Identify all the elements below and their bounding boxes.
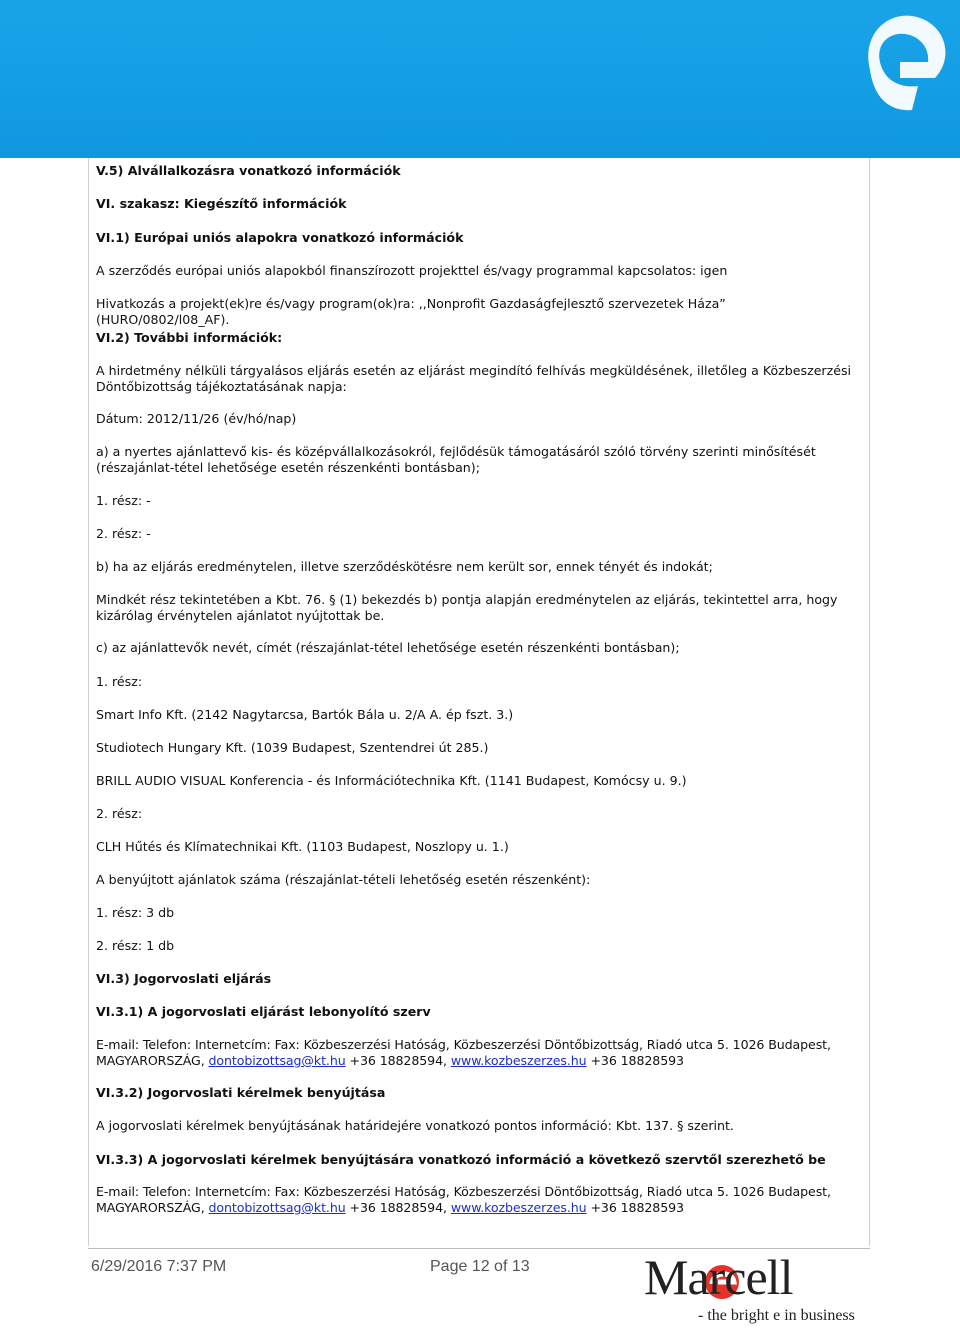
footer-page-number: Page 12 of 13 bbox=[430, 1258, 530, 1275]
contact-block-1 bbox=[96, 1037, 861, 1069]
part2-dash: 2. rész: - bbox=[96, 526, 151, 541]
email-link[interactable]: dontobizottsag@kt.hu bbox=[208, 1200, 346, 1215]
contact-line1: E-mail: Telefon: Internetcím: Fax: Közbeszerzési Hatóság, Közbeszerzési Döntőbizottság, Riadó utca 5. 1026 Budapest, bbox=[96, 1037, 831, 1052]
notice-date-text: A hirdetmény nélküli tárgyalásos eljárás esetén az eljárást megindító felhívás megküldésének, illetőleg a Közbeszerzési Döntőbizottság tájékoztatásának napja: bbox=[96, 363, 852, 394]
part2-count: 2. rész: 1 db bbox=[96, 938, 175, 953]
footer-brand-tagline: - the bright e in business bbox=[698, 1307, 855, 1324]
contact-line1: E-mail: Telefon: Internetcím: Fax: Közbeszerzési Hatóság, Közbeszerzési Döntőbizottság, Riadó utca 5. 1026 Budapest, bbox=[96, 1184, 831, 1199]
web-link[interactable]: www.kozbeszerzes.hu bbox=[450, 1053, 587, 1068]
contact-country: MAGYARORSZÁG, bbox=[96, 1200, 205, 1215]
email-link[interactable]: dontobizottsag@kt.hu bbox=[208, 1053, 346, 1068]
heading-vi3: VI.3) Jogorvoslati eljárás bbox=[96, 971, 272, 986]
heading-vi1: VI.1) Európai uniós alapokra vonatkozó információk bbox=[96, 230, 464, 245]
heading-vi33: VI.3.3) A jogorvoslati kérelmek benyújtására vonatkozó információ a következő szervtől szerezhető be bbox=[96, 1152, 826, 1167]
item-a: a) a nyertes ajánlattevő kis- és középvállalkozásokról, fejlődésük támogatásáról szóló törvény szerinti minősítését (részajánlat-tétel lehetősége esetén részenkénti bontásban); bbox=[96, 444, 816, 475]
bidder-clh: CLH Hűtés és Klímatechnikai Kft. (1103 Budapest, Noszlopy u. 1.) bbox=[96, 839, 509, 854]
part2-label: 2. rész: bbox=[96, 806, 143, 821]
date-line: Dátum: 2012/11/26 (év/hó/nap) bbox=[96, 411, 297, 426]
header-band bbox=[0, 0, 960, 158]
contact-country: MAGYARORSZÁG, bbox=[96, 1053, 205, 1068]
item-c: c) az ajánlattevők nevét, címét (részajánlat-tétel lehetősége esetén részenkénti bontásban); bbox=[96, 640, 680, 655]
contact-phone: +36 18828594, bbox=[349, 1053, 447, 1068]
heading-vi31: VI.3.1) A jogorvoslati eljárást lebonyolító szerv bbox=[96, 1004, 431, 1019]
footer-date: 6/29/2016 7:37 PM bbox=[91, 1258, 227, 1275]
heading-vi32: VI.3.2) Jogorvoslati kérelmek benyújtása bbox=[96, 1085, 386, 1100]
heading-v5: V.5) Alvállalkozásra vonatkozó információk bbox=[96, 163, 401, 178]
heading-vi2: VI.2) További információk: bbox=[96, 330, 283, 345]
contact-fax: +36 18828593 bbox=[590, 1200, 684, 1215]
heading-vi: VI. szakasz: Kiegészítő információk bbox=[96, 196, 347, 211]
contact-fax: +36 18828593 bbox=[590, 1053, 684, 1068]
brand-e-logo-icon bbox=[840, 0, 960, 120]
bidder-studiotech: Studiotech Hungary Kft. (1039 Budapest, Szentendrei út 285.) bbox=[96, 740, 489, 755]
unsuccessful-text: Mindkét rész tekintetében a Kbt. 76. § (1) bekezdés b) pontja alapján eredménytelen az eljárás, tekintettel arra, hogy kizárólag érvénytelen ajánlatot nyújtottak be. bbox=[96, 592, 838, 623]
offers-count-text: A benyújtott ajánlatok száma (részajánlat-tételi lehetőség esetén részenként): bbox=[96, 872, 591, 887]
project-reference: Hivatkozás a projekt(ek)re és/vagy program(ok)ra: ,,Nonprofit Gazdaságfejlesztő szervezetek Háza” (HURO/0802/l08_AF). bbox=[96, 296, 726, 327]
eu-funds-text: A szerződés európai uniós alapokból finanszírozott projekttel és/vagy programmal kapcsolatos: igen bbox=[96, 263, 728, 278]
part1-count: 1. rész: 3 db bbox=[96, 905, 175, 920]
part1-dash: 1. rész: - bbox=[96, 493, 151, 508]
deadline-text: A jogorvoslati kérelmek benyújtásának határidejére vonatkozó pontos információ: Kbt. 137. § szerint. bbox=[96, 1118, 734, 1133]
part1-label: 1. rész: bbox=[96, 674, 143, 689]
contact-phone: +36 18828594, bbox=[349, 1200, 447, 1215]
bidder-smart-info: Smart Info Kft. (2142 Nagytarcsa, Bartók Bála u. 2/A A. ép fszt. 3.) bbox=[96, 707, 514, 722]
item-b: b) ha az eljárás eredménytelen, illetve szerződéskötésre nem került sor, ennek tényét és indokát; bbox=[96, 559, 713, 574]
footer-brand-name: Marcell bbox=[644, 1249, 793, 1305]
web-link[interactable]: www.kozbeszerzes.hu bbox=[450, 1200, 587, 1215]
bidder-brill: BRILL AUDIO VISUAL Konferencia - és Információtechnika Kft. (1141 Budapest, Komócsy u. 9.) bbox=[96, 773, 687, 788]
contact-block-2 bbox=[96, 1184, 861, 1216]
